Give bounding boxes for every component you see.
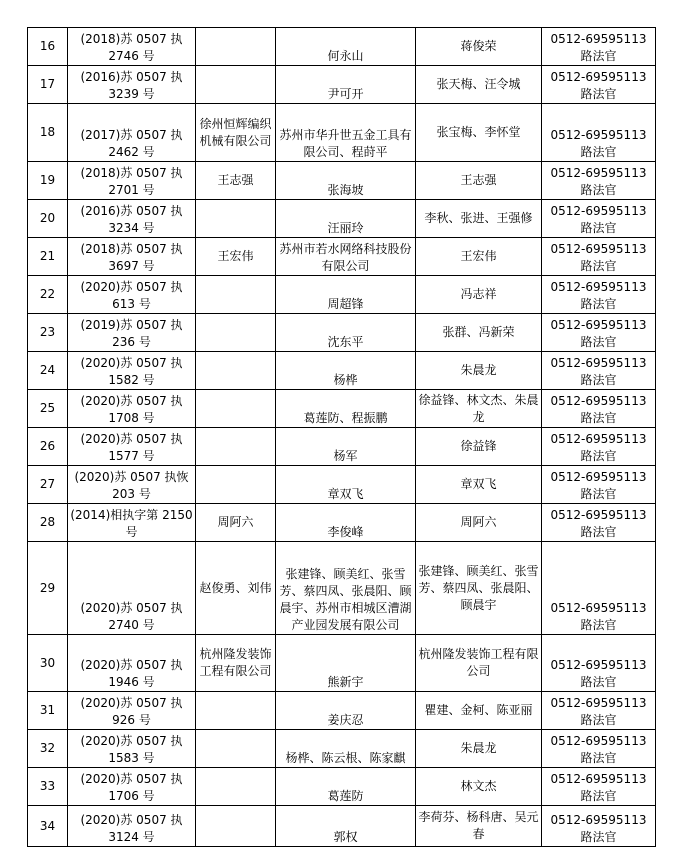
table-row (28, 692, 656, 730)
judge-cell: 蒋俊荣 (416, 28, 542, 66)
respondent-cell: 熊新宇 (276, 635, 416, 692)
case-table (27, 27, 656, 847)
case-number: (2020)苏 0507 执 1706 号 (68, 768, 196, 806)
row-number: 19 (28, 162, 68, 200)
judge-cell: 李秋、张进、王强修 (416, 200, 542, 238)
applicant-cell (196, 276, 276, 314)
case-number: (2020)苏 0507 执 1708 号 (68, 390, 196, 428)
case-number: (2020)苏 0507 执 613 号 (68, 276, 196, 314)
row-number: 29 (28, 542, 68, 635)
contact-cell: 0512-69595113 路法官 (542, 768, 656, 806)
judge-cell: 章双飞 (416, 466, 542, 504)
contact-cell: 0512-69595113 路法官 (542, 314, 656, 352)
table-row (28, 238, 656, 276)
judge-cell: 朱晨龙 (416, 352, 542, 390)
table-row (28, 635, 656, 692)
table-row (28, 352, 656, 390)
respondent-cell: 周超锋 (276, 276, 416, 314)
applicant-cell: 王宏伟 (196, 238, 276, 276)
judge-cell: 朱晨龙 (416, 730, 542, 768)
applicant-cell (196, 428, 276, 466)
case-number: (2018)苏 0507 执 2701 号 (68, 162, 196, 200)
contact-cell: 0512-69595113 路法官 (542, 162, 656, 200)
applicant-cell (196, 768, 276, 806)
respondent-cell: 李俊峰 (276, 504, 416, 542)
contact-cell: 0512-69595113 路法官 (542, 428, 656, 466)
applicant-cell (196, 806, 276, 847)
judge-cell: 徐益锋 (416, 428, 542, 466)
applicant-cell (196, 390, 276, 428)
table-row (28, 768, 656, 806)
respondent-cell: 张建锋、顾美红、张雪芳、蔡四凤、张晨阳、顾晨宇、苏州市相城区漕湖产业园发展有限公司 (276, 542, 416, 635)
contact-cell: 0512-69595113 路法官 (542, 390, 656, 428)
contact-cell: 0512-69595113 路法官 (542, 806, 656, 847)
row-number: 20 (28, 200, 68, 238)
respondent-cell: 苏州市若水网络科技股份有限公司 (276, 238, 416, 276)
respondent-cell: 郭权 (276, 806, 416, 847)
table-row (28, 466, 656, 504)
applicant-cell (196, 66, 276, 104)
case-number: (2020)苏 0507 执 1583 号 (68, 730, 196, 768)
table-row (28, 276, 656, 314)
case-number: (2020)苏 0507 执 3124 号 (68, 806, 196, 847)
row-number: 24 (28, 352, 68, 390)
contact-cell: 0512-69595113 路法官 (542, 692, 656, 730)
applicant-cell (196, 314, 276, 352)
judge-cell: 徐益锋、林文杰、朱晨龙 (416, 390, 542, 428)
respondent-cell: 张海坡 (276, 162, 416, 200)
applicant-cell: 周阿六 (196, 504, 276, 542)
judge-cell: 王志强 (416, 162, 542, 200)
applicant-cell: 杭州隆发装饰工程有限公司 (196, 635, 276, 692)
contact-cell: 0512-69595113 路法官 (542, 276, 656, 314)
contact-cell: 0512-69595113 路法官 (542, 635, 656, 692)
contact-cell: 0512-69595113 路法官 (542, 542, 656, 635)
contact-cell: 0512-69595113 路法官 (542, 104, 656, 162)
judge-cell: 冯志祥 (416, 276, 542, 314)
row-number: 34 (28, 806, 68, 847)
case-number: (2020)苏 0507 执 1582 号 (68, 352, 196, 390)
judge-cell: 林文杰 (416, 768, 542, 806)
table-row (28, 428, 656, 466)
row-number: 27 (28, 466, 68, 504)
applicant-cell (196, 28, 276, 66)
table-row (28, 162, 656, 200)
row-number: 23 (28, 314, 68, 352)
case-number: (2020)苏 0507 执 1577 号 (68, 428, 196, 466)
judge-cell: 瞿建、金柯、陈亚丽 (416, 692, 542, 730)
row-number: 33 (28, 768, 68, 806)
judge-cell: 张天梅、汪令城 (416, 66, 542, 104)
case-number: (2016)苏 0507 执 3239 号 (68, 66, 196, 104)
contact-cell: 0512-69595113 路法官 (542, 504, 656, 542)
judge-cell: 张建锋、顾美红、张雪芳、蔡四凤、张晨阳、顾晨宇 (416, 542, 542, 635)
row-number: 30 (28, 635, 68, 692)
row-number: 28 (28, 504, 68, 542)
contact-cell: 0512-69595113 路法官 (542, 66, 656, 104)
row-number: 31 (28, 692, 68, 730)
respondent-cell: 杨桦 (276, 352, 416, 390)
contact-cell: 0512-69595113 路法官 (542, 200, 656, 238)
row-number: 18 (28, 104, 68, 162)
case-number: (2019)苏 0507 执 236 号 (68, 314, 196, 352)
applicant-cell (196, 730, 276, 768)
applicant-cell: 徐州恒辉编织机械有限公司 (196, 104, 276, 162)
contact-cell: 0512-69595113 路法官 (542, 352, 656, 390)
applicant-cell (196, 200, 276, 238)
table-row (28, 806, 656, 847)
case-number: (2020)苏 0507 执恢 203 号 (68, 466, 196, 504)
case-number: (2016)苏 0507 执 3234 号 (68, 200, 196, 238)
table-row (28, 504, 656, 542)
applicant-cell (196, 352, 276, 390)
judge-cell: 周阿六 (416, 504, 542, 542)
row-number: 17 (28, 66, 68, 104)
table-row (28, 104, 656, 162)
table-row (28, 28, 656, 66)
respondent-cell: 杨军 (276, 428, 416, 466)
judge-cell: 王宏伟 (416, 238, 542, 276)
case-number: (2020)苏 0507 执 1946 号 (68, 635, 196, 692)
respondent-cell: 章双飞 (276, 466, 416, 504)
table-row (28, 542, 656, 635)
applicant-cell: 王志强 (196, 162, 276, 200)
respondent-cell: 杨桦、陈云根、陈家麒 (276, 730, 416, 768)
row-number: 21 (28, 238, 68, 276)
judge-cell: 张宝梅、李怀堂 (416, 104, 542, 162)
case-number: (2018)苏 0507 执 3697 号 (68, 238, 196, 276)
contact-cell: 0512-69595113 路法官 (542, 28, 656, 66)
applicant-cell (196, 466, 276, 504)
table-row (28, 390, 656, 428)
respondent-cell: 何永山 (276, 28, 416, 66)
respondent-cell: 汪丽玲 (276, 200, 416, 238)
case-number: (2018)苏 0507 执 2746 号 (68, 28, 196, 66)
judge-cell: 杭州隆发装饰工程有限公司 (416, 635, 542, 692)
row-number: 26 (28, 428, 68, 466)
contact-cell: 0512-69595113 路法官 (542, 466, 656, 504)
table-row (28, 730, 656, 768)
table-row (28, 66, 656, 104)
respondent-cell: 葛莲防、程振鹏 (276, 390, 416, 428)
table-row (28, 314, 656, 352)
respondent-cell: 葛莲防 (276, 768, 416, 806)
case-table-body (28, 28, 656, 847)
row-number: 25 (28, 390, 68, 428)
judge-cell: 李荷芬、杨科唐、吴元春 (416, 806, 542, 847)
judge-cell: 张群、冯新荣 (416, 314, 542, 352)
case-number: (2014)相执字第 2150 号 (68, 504, 196, 542)
row-number: 32 (28, 730, 68, 768)
applicant-cell (196, 692, 276, 730)
respondent-cell: 沈东平 (276, 314, 416, 352)
case-number: (2017)苏 0507 执 2462 号 (68, 104, 196, 162)
respondent-cell: 苏州市华升世五金工具有限公司、程莳平 (276, 104, 416, 162)
row-number: 22 (28, 276, 68, 314)
table-row (28, 200, 656, 238)
row-number: 16 (28, 28, 68, 66)
contact-cell: 0512-69595113 路法官 (542, 730, 656, 768)
contact-cell: 0512-69595113 路法官 (542, 238, 656, 276)
case-number: (2020)苏 0507 执 926 号 (68, 692, 196, 730)
case-number: (2020)苏 0507 执 2740 号 (68, 542, 196, 635)
applicant-cell: 赵俊勇、刘伟 (196, 542, 276, 635)
respondent-cell: 姜庆忍 (276, 692, 416, 730)
respondent-cell: 尹可开 (276, 66, 416, 104)
